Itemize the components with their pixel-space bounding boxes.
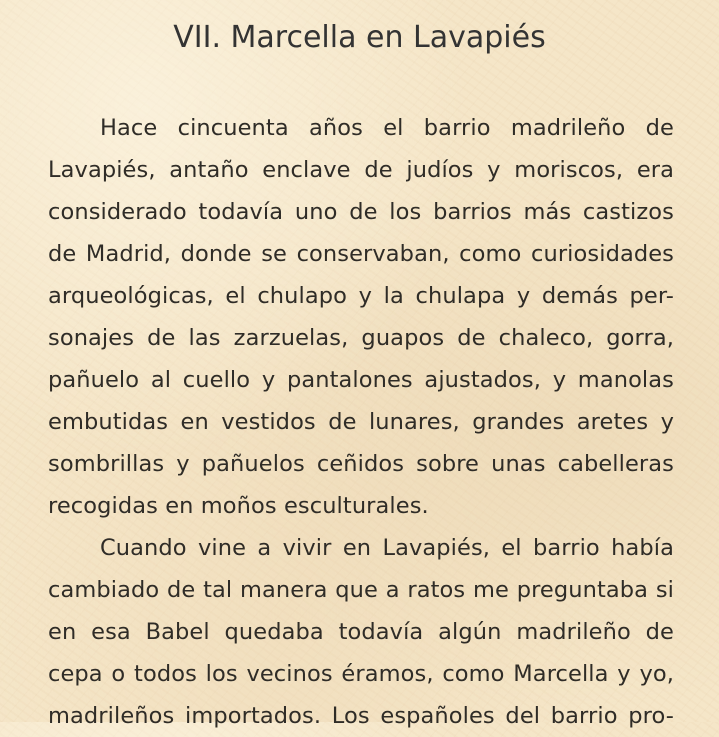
paragraph-1-line-1: Hace cincuenta años el barrio madrileño de [100,115,674,141]
paragraph-1-line-7: pañuelo al cuello y pantalones ajustados, y manolas [48,367,674,393]
paragraph-1-line-3: considerado todavía uno de los barrios más castizos [48,199,674,225]
chapter-text [48,107,674,737]
paragraph-2-line-3: en esa Babel quedaba todavía algún madrileño de [48,619,674,645]
paragraph-2-line-5: madrileños importados. Los españoles del barrio pro- [48,703,674,729]
paragraph-2-line-4: cepa o todos los vecinos éramos, como Marcella y yo, [48,661,674,687]
paragraph-1-line-6: sonajes de las zarzuelas, guapos de chaleco, gorra, [48,325,674,351]
paragraph-2-line-1: Cuando vine a vivir en Lavapiés, el barrio había [100,535,674,561]
paragraph-2-line-2: cambiado de tal manera que a ratos me preguntaba si [48,577,674,603]
paragraph-1-line-9: sombrillas y pañuelos ceñidos sobre unas cabelleras [48,451,674,477]
paragraph-1-line-2: Lavapiés, antaño enclave de judíos y moriscos, era [48,157,674,183]
paragraph-1-line-8: embutidas en vestidos de lunares, grandes aretes y [48,409,674,435]
paragraph-1-line-10: recogidas en moños esculturales. [48,493,429,519]
chapter-title: VII. Marcella en Lavapiés [173,20,546,55]
paragraph-1-line-5: arqueológicas, el chulapo y la chulapa y demás per- [48,283,674,309]
paragraph-1-line-4: de Madrid, donde se conservaban, como curiosidades [48,241,674,267]
